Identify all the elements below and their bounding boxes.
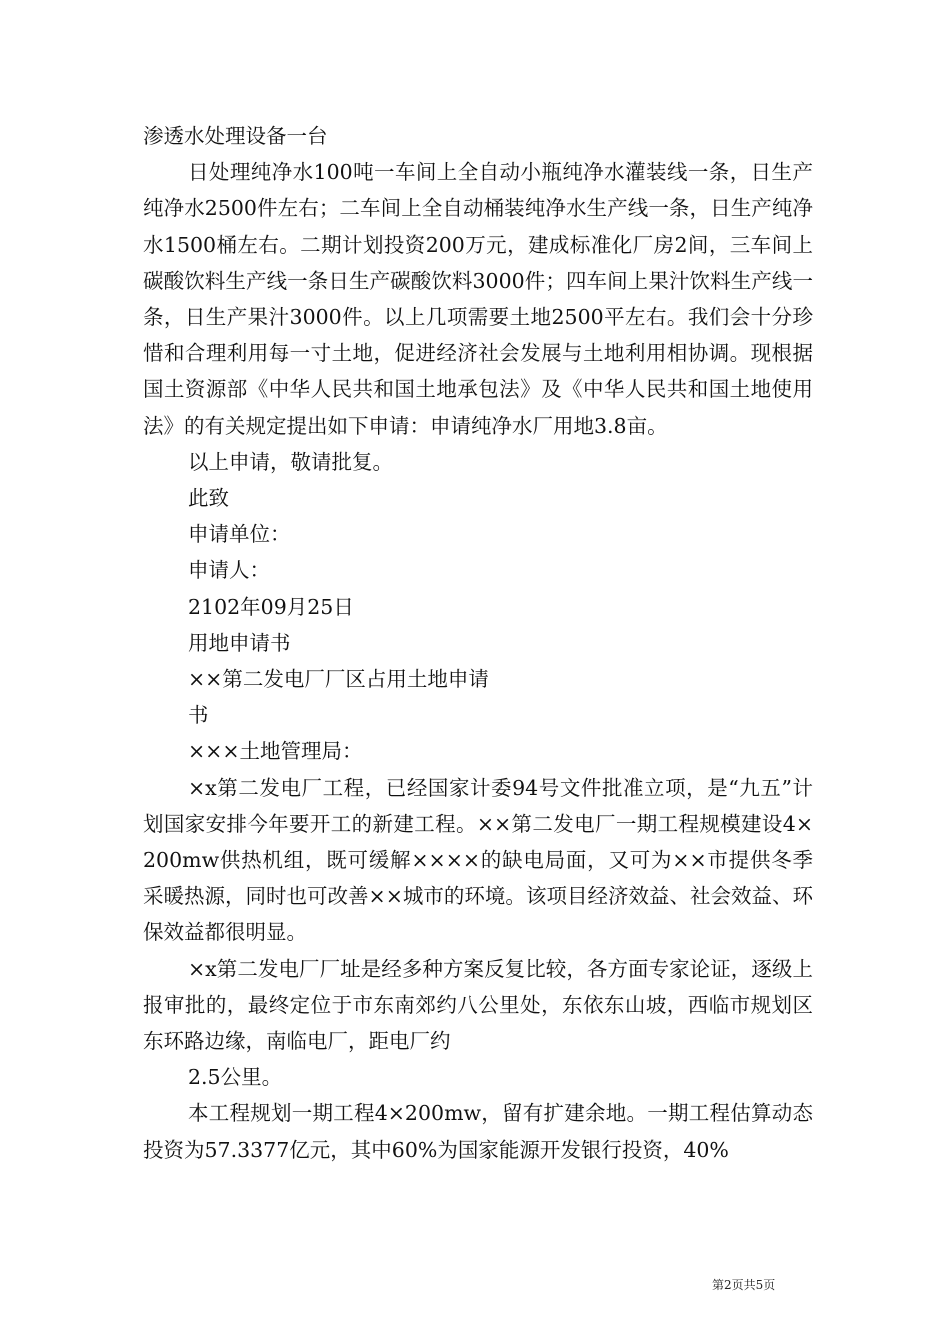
paragraph-3: 以上申请，敬请批复。	[188, 449, 393, 474]
paragraph-investment: 本工程规划一期工程4×200mw，留有扩建余地。一期工程估算动态投资为57.3377亿元，其中60%为国家能源开发银行投资，40%	[143, 1101, 813, 1162]
document-body	[143, 118, 813, 1168]
section-heading: 用地申请书	[188, 630, 291, 655]
salutation: 此致	[188, 486, 229, 511]
date-line: 2102年09月25日	[188, 594, 354, 619]
paragraph-distance: 2.5公里。	[188, 1065, 283, 1090]
document-title: ××第二发电厂厂区占用土地申请	[188, 667, 489, 692]
applicant-unit-label: 申请单位：	[188, 522, 291, 547]
paragraph-2: 日处理纯净水100吨一车间上全自动小瓶纯净水灌装线一条，日生产纯净水2500件左右；二车间上全自动桶装纯净水生产线一条，日生产纯净水1500桶左右。二期计划投资200万元，建成标准化厂房2间，三车间上碳酸饮料生产线一条日生产碳酸饮料3000件；四车间上果汁饮料生产线一条，日生产果汁3000件。以上几项需要土地2500平左右。我们会十分珍惜和合理利用每一寸土地，促进经济社会发展与土地利用相协调。现根据国土资源部《中华人民共和国土地承包法》及《中华人民共和国土地使用法》的有关规定提出如下申请：申请纯净水厂用地3.8亩。	[143, 160, 813, 438]
document-title-continued: 书	[188, 703, 209, 728]
addressee: ×××土地管理局：	[188, 739, 363, 764]
page-number: 第2页共5页	[712, 1278, 776, 1292]
paragraph-project-intro: ×x第二发电厂工程，已经国家计委94号文件批准立项，是“九五”计划国家安排今年要开工的新建工程。××第二发电厂一期工程规模建设4×200mw供热机组，既可缓解××××的缺电局面，又可为××市提供冬季采暖热源，同时也可改善××城市的环境。该项目经济效益、社会效益、环保效益都很明显。	[143, 775, 813, 945]
paragraph-1: 渗透水处理设备一台	[143, 124, 328, 148]
paragraph-site: ×x第二发电厂厂址是经多种方案反复比较，各方面专家论证，逐级上报审批的，最终定位于市东南郊约八公里处，东依东山坡，西临市规划区东环路边缘，南临电厂，距电厂约	[143, 956, 813, 1054]
applicant-label: 申请人：	[188, 558, 270, 583]
